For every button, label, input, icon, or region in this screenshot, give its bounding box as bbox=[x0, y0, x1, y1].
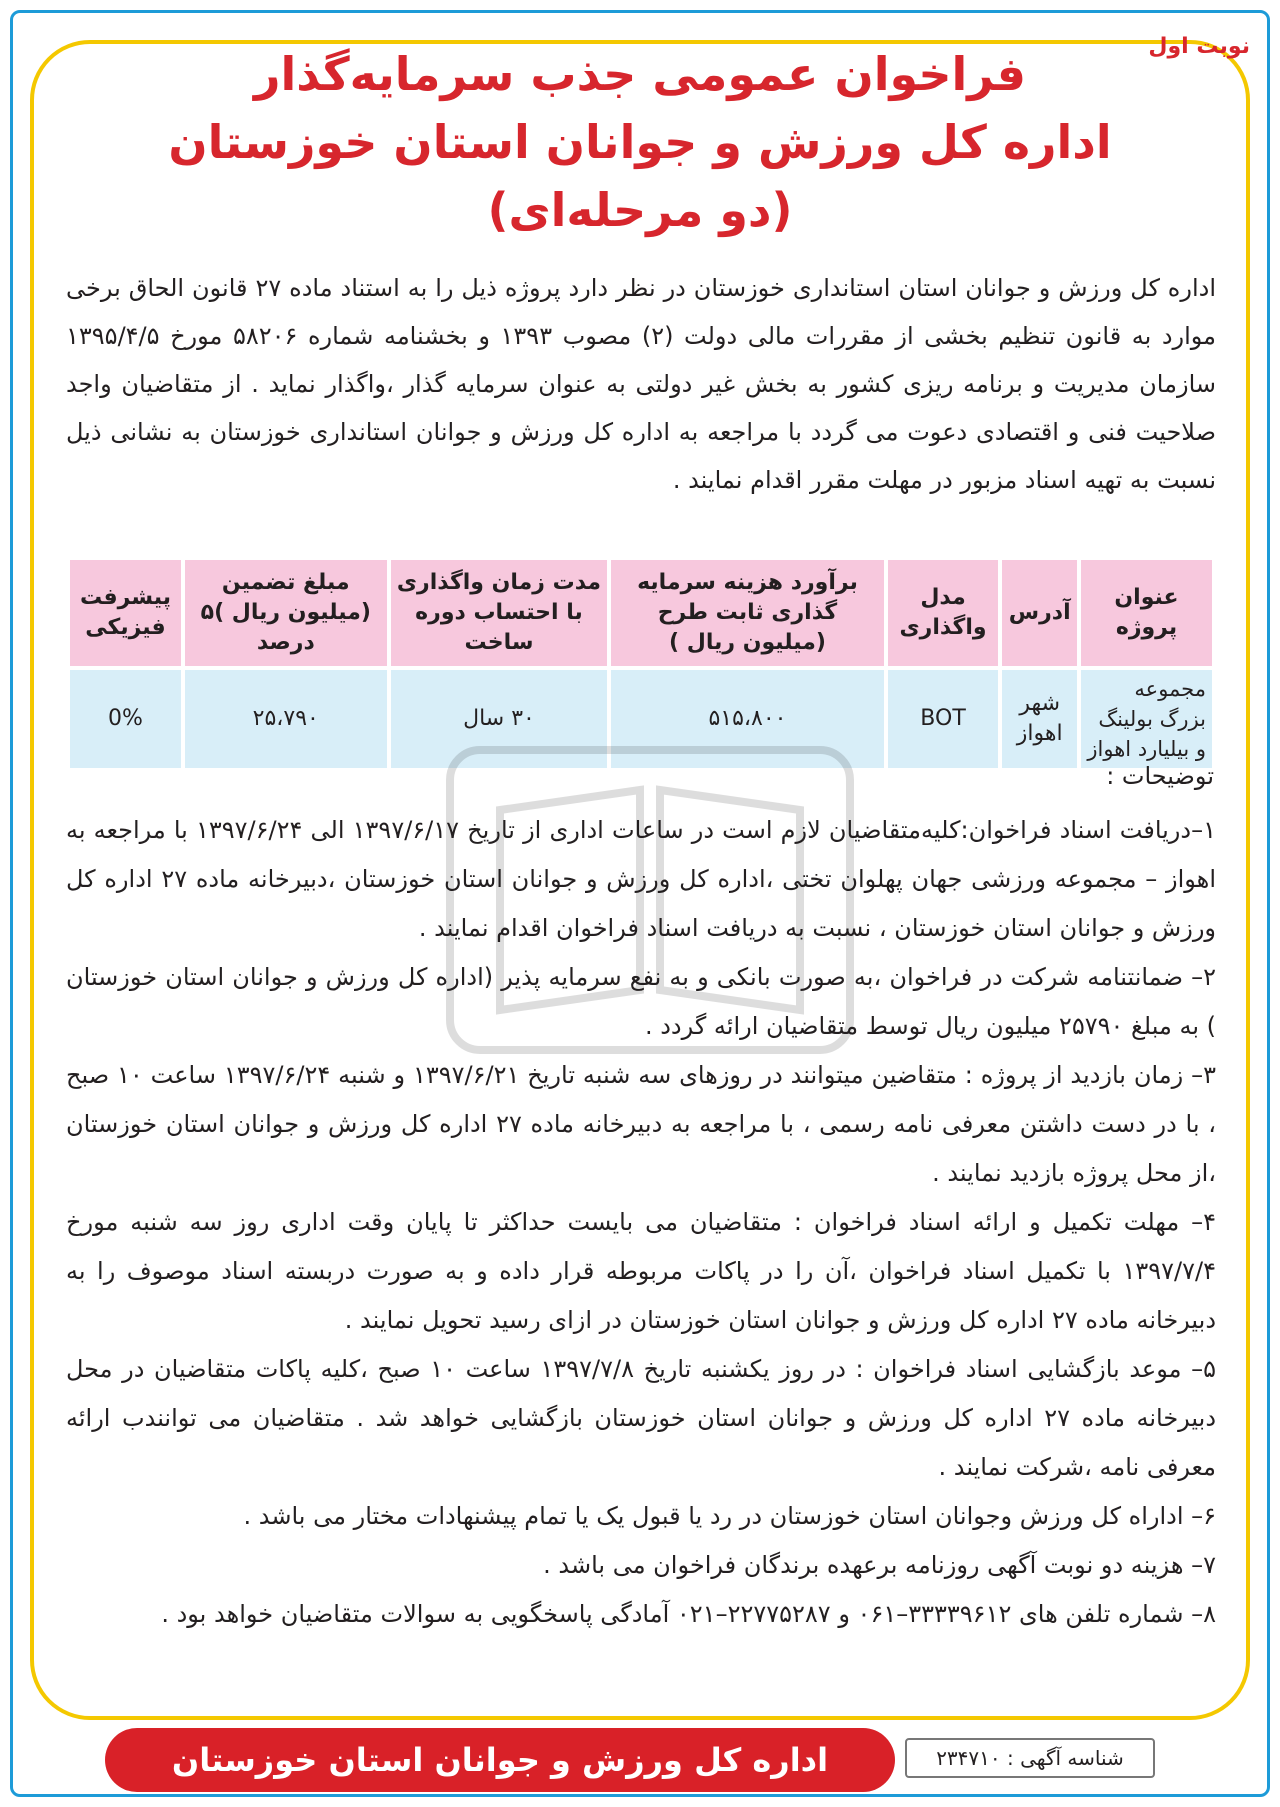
title-line-2: اداره کل ورزش و جوانان استان خوزستان bbox=[168, 115, 1112, 169]
notes-heading: توضیحات : bbox=[1106, 762, 1214, 790]
cell-duration: ۳۰ سال bbox=[391, 670, 608, 768]
title-line-3: (دو مرحله‌ای) bbox=[487, 183, 793, 237]
note-item: ۵– موعد بازگشایی اسناد فراخوان : در روز یکشنبه تاریخ ۱۳۹۷/۷/۸ ساعت ۱۰ صبح ،کلیه پاکات متقاضیان در محل دبیرخانه ماده ۲۷ اداره کل ورزش و جوانان استان خوزستان بازگشایی خواهد شد . متقاضیان می توانندب ارائه معرفی نامه ،شرکت نمایند . bbox=[66, 1355, 1217, 1481]
title-line-1: فراخوان عمومی جذب سرمایه‌گذار bbox=[254, 47, 1026, 101]
note-item: ۷– هزینه دو نوبت آگهی روزنامه برعهده برندگان فراخوان می باشد . bbox=[543, 1551, 1216, 1579]
ad-id-box: شناسه آگهی : ۲۳۴۷۱۰ bbox=[905, 1738, 1155, 1778]
header-duration: مدت زمان واگذاری با احتساب دوره ساخت bbox=[391, 560, 608, 666]
header-project-title: عنوان پروژه bbox=[1081, 560, 1212, 666]
note-item: ۶– اداراه کل ورزش وجوانان استان خوزستان در رد یا قبول یک یا تمام پیشنهادات مختار می باشد . bbox=[243, 1502, 1216, 1530]
notes-list bbox=[66, 806, 1216, 1639]
header-address: آدرس bbox=[1002, 560, 1076, 666]
cell-model: BOT bbox=[888, 670, 999, 768]
intro-paragraph: اداره کل ورزش و جوانان استان استانداری خوزستان در نظر دارد پروژه ذیل را به استناد ماده ۲۷ قانون الحاق برخی موارد به قانون تنظیم بخشی از مقررات مالی دولت (۲) مصوب ۱۳۹۳ و بخشنامه شماره ۵۸۲۰۶ مورخ ۱۳۹۵/۴/۵ سازمان مدیریت و برنامه ریزی کشور به بخش غیر دولتی به عنوان سرمایه گذار ،واگذار نماید . از متقاضیان واجد صلاحیت فنی و اقتصادی دعوت می گردد با مراجعه به اداره کل ورزش و جوانان استانداری خوزستان به نشانی ذیل نسبت به تهیه اسناد مزبور در مهلت مقرر اقدام نمایند . bbox=[66, 274, 1217, 494]
note-item: ۳– زمان بازدید از پروژه : متقاضین میتوانند در روزهای سه شنبه تاریخ ۱۳۹۷/۶/۲۱ و شنبه ۱۳۹۷/۶/۲۴ ساعت ۱۰ صبح ، با در دست داشتن معرفی نامه رسمی ، با مراجعه به دبیرخانه ماده ۲۷ اداره کل ورزش و جوانان استان خوزستان ،از محل پروژه بازدید نمایند . bbox=[66, 1061, 1217, 1187]
note-item: ۱–دریافت اسناد فراخوان:کلیه‌متقاضیان لازم است در ساعات اداری از تاریخ ۱۳۹۷/۶/۱۷ الی ۱۳۹۷/۶/۲۴ با مراجعه به اهواز – مجموعه ورزشی جهان پهلوان تختی ،اداره کل ورزش و جوانان استان خوزستان ،دبیرخانه ماده ۲۷ اداره کل ورزش و جوانان استان خوزستان ، نسبت به دریافت اسناد فراخوان اقدام نمایند . bbox=[66, 816, 1217, 942]
note-item: ۴– مهلت تکمیل و ارائه اسناد فراخوان : متقاضیان می بایست حداکثر تا پایان وقت اداری روز سه شنبه مورخ ۱۳۹۷/۷/۴ با تکمیل اسناد فراخوان ،آن را در پاکات مربوطه قرار داده و به صورت دربسته اسناد موصوف را به دبیرخانه ماده ۲۷ اداره کل ورزش و جوانان استان خوزستان در ازای رسید تحویل نمایند . bbox=[66, 1208, 1216, 1334]
note-item: ۲– ضمانتنامه شرکت در فراخوان ،به صورت بانکی و به نفع سرمایه پذیر (اداره کل ورزش و جوانان استان خوزستان ) به مبلغ ۲۵۷۹۰ میلیون ریال توسط متقاضیان ارائه گردد . bbox=[66, 963, 1216, 1040]
cell-progress: 0% bbox=[70, 670, 181, 768]
cell-address: شهر اهواز bbox=[1002, 670, 1076, 768]
header-guarantee: مبلغ تضمین (میلیون ریال )۵ درصد bbox=[185, 560, 387, 666]
round-label: نوبت اول bbox=[1148, 34, 1250, 59]
header-model: مدل واگذاری bbox=[888, 560, 999, 666]
cell-cost: ۵۱۵،۸۰۰ bbox=[611, 670, 883, 768]
table-header-row bbox=[70, 560, 1212, 666]
announcement-title bbox=[0, 40, 1280, 244]
footer-org-banner: اداره کل ورزش و جوانان استان خوزستان bbox=[105, 1728, 895, 1792]
cell-guarantee: ۲۵،۷۹۰ bbox=[185, 670, 387, 768]
header-cost: برآورد هزینه سرمایه گذاری ثابت طرح (میلیون ریال ) bbox=[611, 560, 883, 666]
note-item: ۸– شماره تلفن های ۳۳۳۳۹۶۱۲–۰۶۱ و ۲۲۷۷۵۲۸۷–۰۲۱ آمادگی پاسخگویی به سوالات متقاضیان خواهد بود . bbox=[161, 1600, 1216, 1628]
header-progress: پیشرفت فیزیکی bbox=[70, 560, 181, 666]
cell-project-title: مجموعه بزرگ بولینگ و بیلیارد اهواز bbox=[1081, 670, 1212, 768]
